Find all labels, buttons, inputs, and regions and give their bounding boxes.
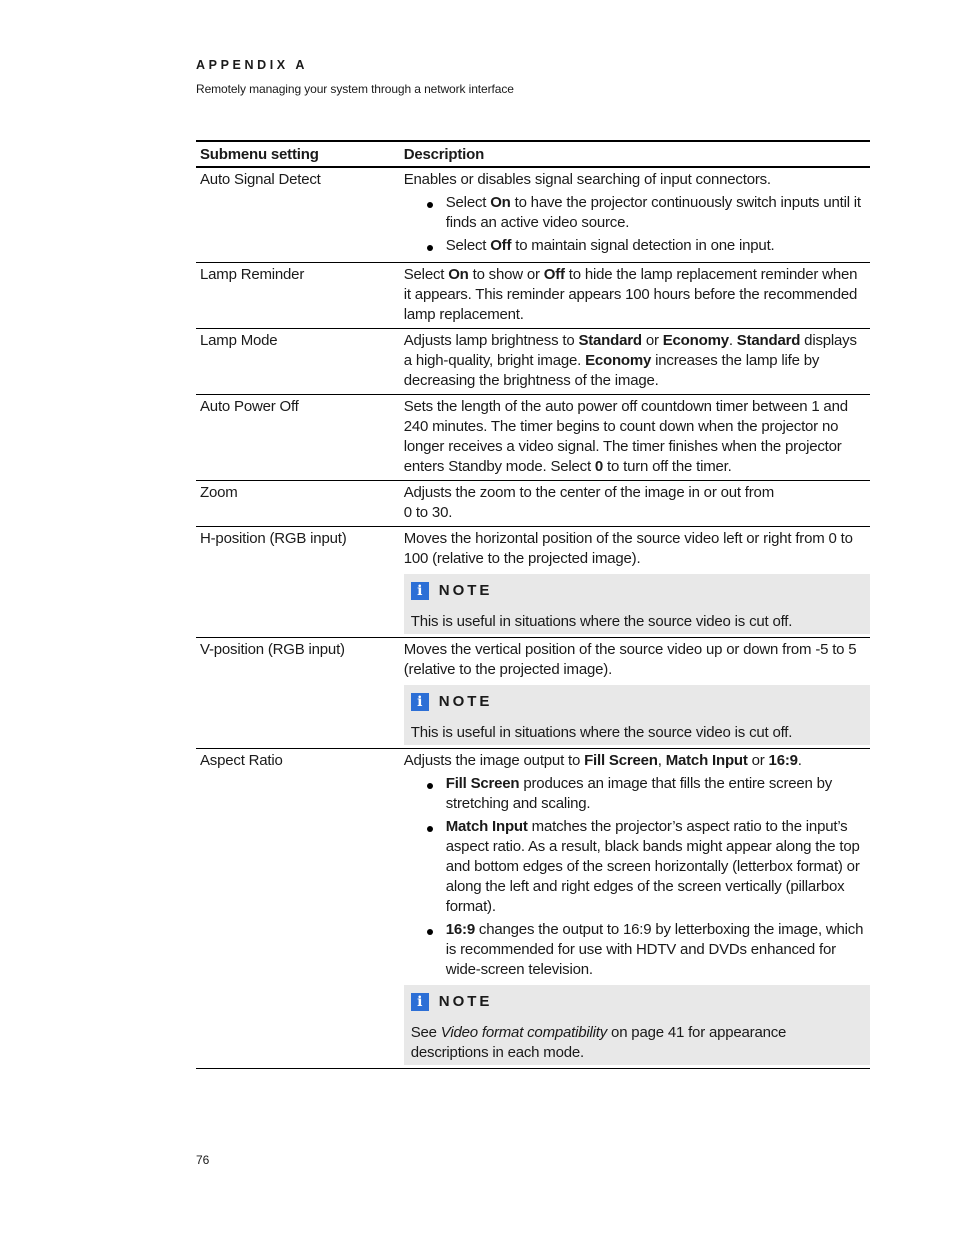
setting-description: Moves the horizontal position of the source video left or right from 0 to 100 (relative to the projected image). i NOTE This is useful in situations where the source video is cut off.	[400, 527, 870, 638]
note-title: NOTE	[438, 582, 493, 599]
setting-name: Auto Power Off	[200, 398, 299, 415]
bullet-list	[404, 774, 866, 980]
list-item: Fill Screen produces an image that fills the entire screen by stretching and scaling.	[404, 774, 866, 814]
bullet-list	[404, 193, 866, 256]
note-text: See Video format compatibility on page 41 for appearance descriptions in each mode.	[410, 1024, 787, 1061]
info-icon: i	[411, 993, 429, 1011]
note-text: This is useful in situations where the source video is cut off.	[410, 613, 793, 630]
bullet-icon	[427, 783, 433, 789]
table-row	[196, 749, 870, 1069]
setting-name: Aspect Ratio	[200, 752, 283, 769]
note-box	[404, 985, 870, 1065]
description-text: Adjusts the image output to Fill Screen, Match Input or 16:9.	[403, 752, 802, 769]
setting-description	[400, 749, 870, 1069]
note-box	[404, 574, 870, 634]
note-box	[404, 685, 870, 745]
note-title: NOTE	[438, 693, 493, 710]
bullet-icon	[427, 202, 433, 208]
setting-name: Lamp Mode	[200, 332, 278, 349]
table-row	[196, 481, 870, 527]
setting-description: Adjusts the zoom to the center of the image in or out from 0 to 30.	[403, 484, 774, 521]
table-row	[196, 395, 870, 481]
table-row	[196, 263, 870, 329]
setting-description: Select On to show or Off to hide the lamp replacement reminder when it appears. This reminder appears 100 hours before the recommended lamp replacement.	[403, 266, 858, 323]
setting-description	[400, 167, 870, 263]
bullet-icon	[427, 929, 433, 935]
bullet-icon	[427, 826, 433, 832]
table-row	[196, 527, 870, 638]
page-number: 76	[196, 1153, 210, 1167]
description-text: Enables or disables signal searching of input connectors.	[403, 171, 771, 188]
table-row	[196, 329, 870, 395]
list-item: 16:9 changes the output to 16:9 by letterboxing the image, which is recommended for use with HDTV and DVDs enhanced for wide-screen television.	[404, 920, 866, 980]
table-header-row	[196, 141, 870, 167]
setting-name: Lamp Reminder	[200, 266, 305, 283]
setting-name: V-position (RGB input)	[200, 641, 345, 658]
setting-description: Sets the length of the auto power off countdown timer between 1 and 240 minutes. The timer begins to count down when the projector no longer receives a video signal. The timer finishes when the projector enters Standby mode. Select 0 to turn off the timer.	[403, 398, 848, 475]
setting-description: Moves the vertical position of the source video up or down from -5 to 5 (relative to the projected image). i NOTE This is useful in situations where the source video is cut off.	[400, 638, 870, 749]
list-item: Select On to have the projector continuously switch inputs until it finds an active video source.	[404, 193, 866, 233]
note-title: NOTE	[438, 993, 493, 1010]
column-header-setting: Submenu setting	[200, 146, 319, 163]
info-icon: i	[411, 693, 429, 711]
setting-description: Adjusts lamp brightness to Standard or Economy. Standard displays a high-quality, bright image. Economy increases the lamp life by decreasing the brightness of the image.	[403, 332, 857, 389]
cross-reference-link[interactable]: Video format compatibility	[440, 1024, 608, 1041]
list-item: Select Off to maintain signal detection in one input.	[404, 236, 866, 256]
setting-name: H-position (RGB input)	[200, 530, 347, 547]
list-item: Match Input matches the projector’s aspect ratio to the input’s aspect ratio. As a result, black bands might appear along the top and bottom edges of the screen horizontally (letterbox format) or along the left and right edges of the screen vertically (pillarbox format).	[404, 817, 866, 917]
setting-name: Zoom	[200, 484, 238, 501]
settings-table	[196, 140, 870, 1069]
info-icon: i	[411, 582, 429, 600]
note-text: This is useful in situations where the source video is cut off.	[410, 724, 793, 741]
table-row	[196, 638, 870, 749]
bullet-icon	[427, 245, 433, 251]
column-header-description: Description	[403, 146, 485, 163]
chapter-title: Remotely managing your system through a network interface	[196, 82, 514, 96]
setting-name: Auto Signal Detect	[200, 171, 321, 188]
table-row	[196, 167, 870, 263]
appendix-label: APPENDIX A	[196, 58, 308, 72]
